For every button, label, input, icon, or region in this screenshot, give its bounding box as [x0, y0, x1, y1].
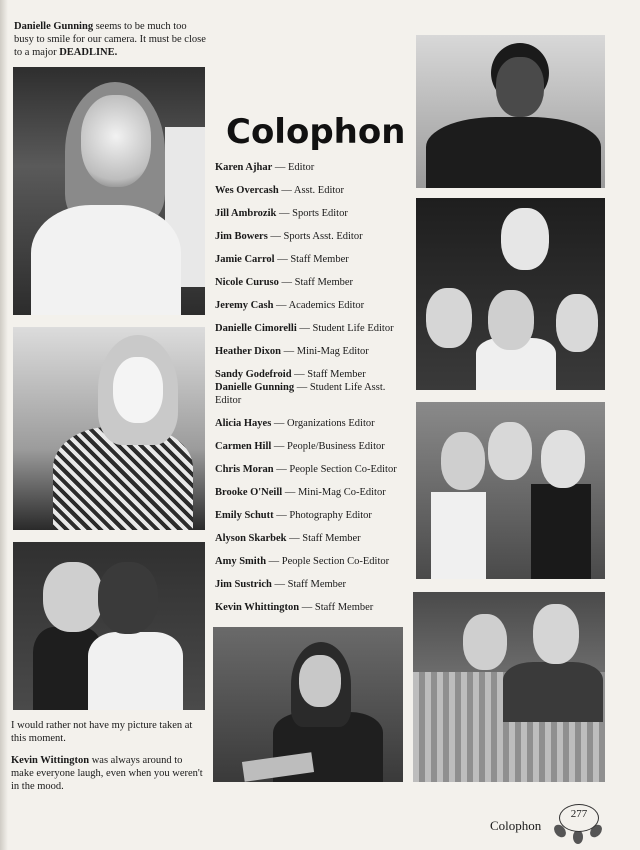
- photo-girl-checkered-shirt: [13, 327, 205, 530]
- staff-entry: Brooke O'Neill — Mini-Mag Co-Editor: [215, 487, 386, 498]
- photo-group-four: [416, 198, 605, 390]
- caption-top-emphasis: DEADLINE.: [59, 47, 118, 58]
- footer-section-label: Colophon: [490, 818, 542, 833]
- staff-entry: Jill Ambrozik — Sports Editor: [215, 208, 348, 219]
- photo-two-students: [13, 542, 205, 710]
- staff-entry: Emily Schutt — Photography Editor: [215, 510, 372, 521]
- photo-two-on-couch: [413, 592, 605, 782]
- page-number: 277: [570, 808, 588, 820]
- photo-student-at-desk: [213, 627, 403, 782]
- caption-bottom-2: [11, 754, 207, 793]
- staff-entry: Heather Dixon — Mini-Mag Editor: [215, 346, 369, 357]
- caption-bottom-1: I would rather not have my picture taken at this moment.: [11, 720, 193, 744]
- staff-entry: Kevin Whittington — Staff Member: [215, 602, 374, 613]
- caption-top-text: seems to be much too busy to smile for our camera. It must be close to a major: [14, 21, 206, 58]
- staff-entry: Jamie Carrol — Staff Member: [215, 254, 349, 265]
- photo-girl-portrait: [13, 67, 205, 315]
- photo-student-top-right: [416, 35, 605, 188]
- staff-entry: Danielle Cimorelli — Student Life Editor: [215, 323, 394, 334]
- staff-entry: Alicia Hayes — Organizations Editor: [215, 418, 375, 429]
- staff-entry: Jim Sustrich — Staff Member: [215, 579, 347, 590]
- caption-bottom-2-text: was always around to make everyone laugh, even when you weren't in the mood.: [11, 755, 203, 792]
- staff-entry: Sandy Godefroid — Staff Member: [215, 369, 366, 380]
- staff-entry: Danielle Gunning — Student Life Asst. Editor: [215, 382, 386, 406]
- page-title: Colophon: [226, 112, 406, 152]
- caption-top: [14, 20, 206, 59]
- photo-group-three: [416, 402, 605, 579]
- staff-entry: Jeremy Cash — Academics Editor: [215, 300, 365, 311]
- caption-bottom-2-name: Kevin Wittington: [11, 755, 90, 766]
- staff-entry: Chris Moran — People Section Co-Editor: [215, 464, 397, 475]
- staff-list: [215, 161, 410, 624]
- staff-entry: Karen Ajhar — Editor: [215, 162, 315, 173]
- staff-entry: Nicole Curuso — Staff Member: [215, 277, 354, 288]
- page-number-emblem: [553, 800, 603, 844]
- staff-entry: Jim Bowers — Sports Asst. Editor: [215, 231, 363, 242]
- caption-top-name: Danielle Gunning: [14, 21, 94, 32]
- staff-entry: Amy Smith — People Section Co-Editor: [215, 556, 390, 567]
- staff-entry: Wes Overcash — Asst. Editor: [215, 185, 345, 196]
- staff-entry: Carmen Hill — People/Business Editor: [215, 441, 385, 452]
- page-binding: [0, 0, 8, 850]
- staff-entry: Alyson Skarbek — Staff Member: [215, 533, 361, 544]
